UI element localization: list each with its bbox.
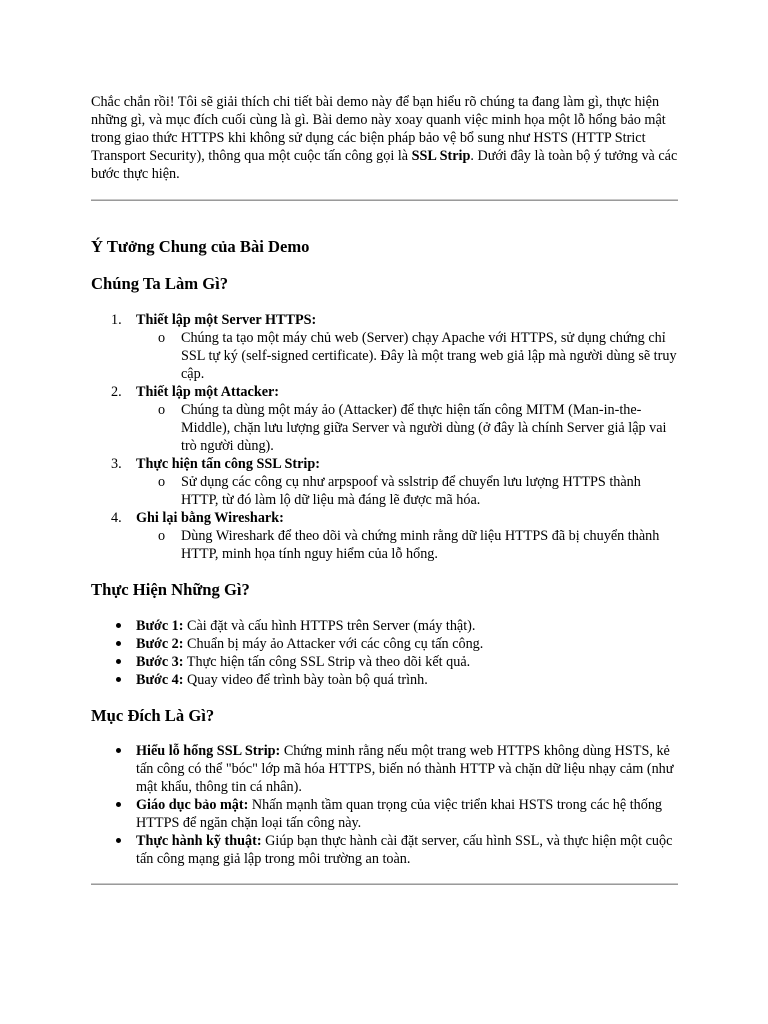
sub-list-text: Chúng ta tạo một máy chủ web (Server) chạy Apache với HTTPS, sử dụng chứng chỉ SSL tự ký (self-signed certificate). Đây là một trang web giả lập mà người dùng sẽ truy cập. (181, 330, 677, 382)
list-item-text: Nhấn mạnh tầm quan trọng của việc triển khai HSTS trong các hệ thống HTTPS để ngăn chặn loại tấn công này. (136, 797, 663, 831)
sub-list (136, 473, 681, 509)
list-item-label: Hiểu lỗ hổng SSL Strip: (136, 743, 281, 759)
list-item-title: Thiết lập một Server HTTPS: (136, 312, 317, 328)
list-item-text: Cài đặt và cấu hình HTTPS trên Server (máy thật). (183, 618, 476, 634)
sub-bullet-marker: o (158, 474, 166, 490)
list-item (91, 383, 681, 455)
list-item (91, 796, 681, 832)
list-number: 2. (111, 384, 122, 400)
list-item-text: Chuẩn bị máy ảo Attacker với các công cụ tấn công. (183, 636, 484, 652)
bullet-dot (116, 748, 121, 753)
list-item (91, 653, 681, 671)
list-item (91, 311, 681, 383)
sub-list (136, 329, 681, 383)
bullet-dot (116, 677, 121, 682)
list-item-text: Thực hiện tấn công SSL Strip và theo dõi kết quả. (183, 654, 471, 670)
list-number: 3. (111, 456, 122, 472)
section-heading-purpose: Mục Đích Là Gì? (91, 706, 215, 725)
intro-text-end: . Dưới đây là toàn bộ ý tưởng và các bước thực hiện. (91, 148, 678, 182)
sub-list-item (136, 401, 681, 455)
bullet-dot (116, 659, 121, 664)
list-item (91, 635, 681, 653)
horizontal-rule (91, 883, 678, 885)
sub-list-text: Dùng Wireshark để theo dõi và chứng minh rằng dữ liệu HTTPS đã bị chuyển thành HTTP, minh họa tính nguy hiểm của lỗ hổng. (181, 528, 660, 562)
list-item (91, 742, 681, 796)
list-item (91, 671, 681, 689)
section-heading-how: Thực Hiện Những Gì? (91, 580, 250, 599)
bullet-dot (116, 641, 121, 646)
list-item-label: Bước 2: (136, 636, 184, 652)
bullet-dot (116, 838, 121, 843)
sub-list (136, 527, 681, 563)
intro-paragraph (91, 93, 681, 183)
list-item-text: Giúp bạn thực hành cài đặt server, cấu hình SSL, và thực hiện một cuộc tấn công mạng giả lập trong môi trường an toàn. (136, 833, 673, 867)
sub-list (136, 401, 681, 455)
bullet-dot (116, 623, 121, 628)
list-item-label: Giáo dục bảo mật: (136, 797, 249, 813)
main-heading: Ý Tưởng Chung của Bài Demo (91, 237, 310, 256)
intro-bold-term: SSL Strip (411, 148, 471, 164)
list-item (91, 832, 681, 868)
list-item-text: Quay video để trình bày toàn bộ quá trình. (183, 672, 428, 688)
list-item (91, 455, 681, 509)
sub-list-text: Sử dụng các công cụ như arpspoof và sslstrip để chuyển lưu lượng HTTPS thành HTTP, từ đó làm lộ dữ liệu mà đáng lẽ được mã hóa. (181, 474, 641, 508)
section-heading-what: Chúng Ta Làm Gì? (91, 274, 229, 293)
list-item-title: Thực hiện tấn công SSL Strip: (136, 456, 320, 472)
sub-list-text: Chúng ta dùng một máy ảo (Attacker) để thực hiện tấn công MITM (Man-in-the-Middle), chặn lưu lượng giữa Server và người dùng (ở đây là chính Server giả lập vai trò người dùng). (181, 402, 667, 454)
sub-list-item (136, 329, 681, 383)
list-item-title: Thiết lập một Attacker: (136, 384, 280, 400)
list-item (91, 617, 681, 635)
steps-list (91, 311, 681, 563)
list-number: 1. (111, 312, 122, 328)
list-item-title: Ghi lại bằng Wireshark: (136, 510, 284, 526)
bullet-dot (116, 802, 121, 807)
sub-bullet-marker: o (158, 402, 166, 418)
steps-bullet-list (91, 617, 681, 689)
list-item-text: Chứng minh rằng nếu một trang web HTTPS không dùng HSTS, kẻ tấn công có thể "bóc" lớp mã hóa HTTPS, biến nó thành HTTP và chặn dữ liệu nhạy cảm (như mật khẩu, thông tin cá nhân). (136, 743, 674, 795)
purpose-bullet-list (91, 742, 681, 868)
list-item (91, 509, 681, 563)
list-item-label: Bước 3: (136, 654, 184, 670)
sub-list-item (136, 527, 681, 563)
list-item-label: Thực hành kỹ thuật: (136, 833, 262, 849)
sub-bullet-marker: o (158, 528, 166, 544)
list-item-label: Bước 4: (136, 672, 184, 688)
list-item-label: Bước 1: (136, 618, 184, 634)
horizontal-rule (91, 199, 678, 201)
sub-list-item (136, 473, 681, 509)
intro-text: Chắc chắn rồi! Tôi sẽ giải thích chi tiết bài demo này để bạn hiểu rõ chúng ta đang làm gì, thực hiện những gì, và mục đích cuối cùng là gì. Bài demo này xoay quanh việc minh họa một lỗ hổng bảo mật trong giao thức HTTPS khi không sử dụng các biện pháp bảo vệ bổ sung như HSTS (HTTP Strict Transport Security), thông qua một cuộc tấn công gọi là (91, 94, 666, 164)
list-number: 4. (111, 510, 122, 526)
sub-bullet-marker: o (158, 330, 166, 346)
